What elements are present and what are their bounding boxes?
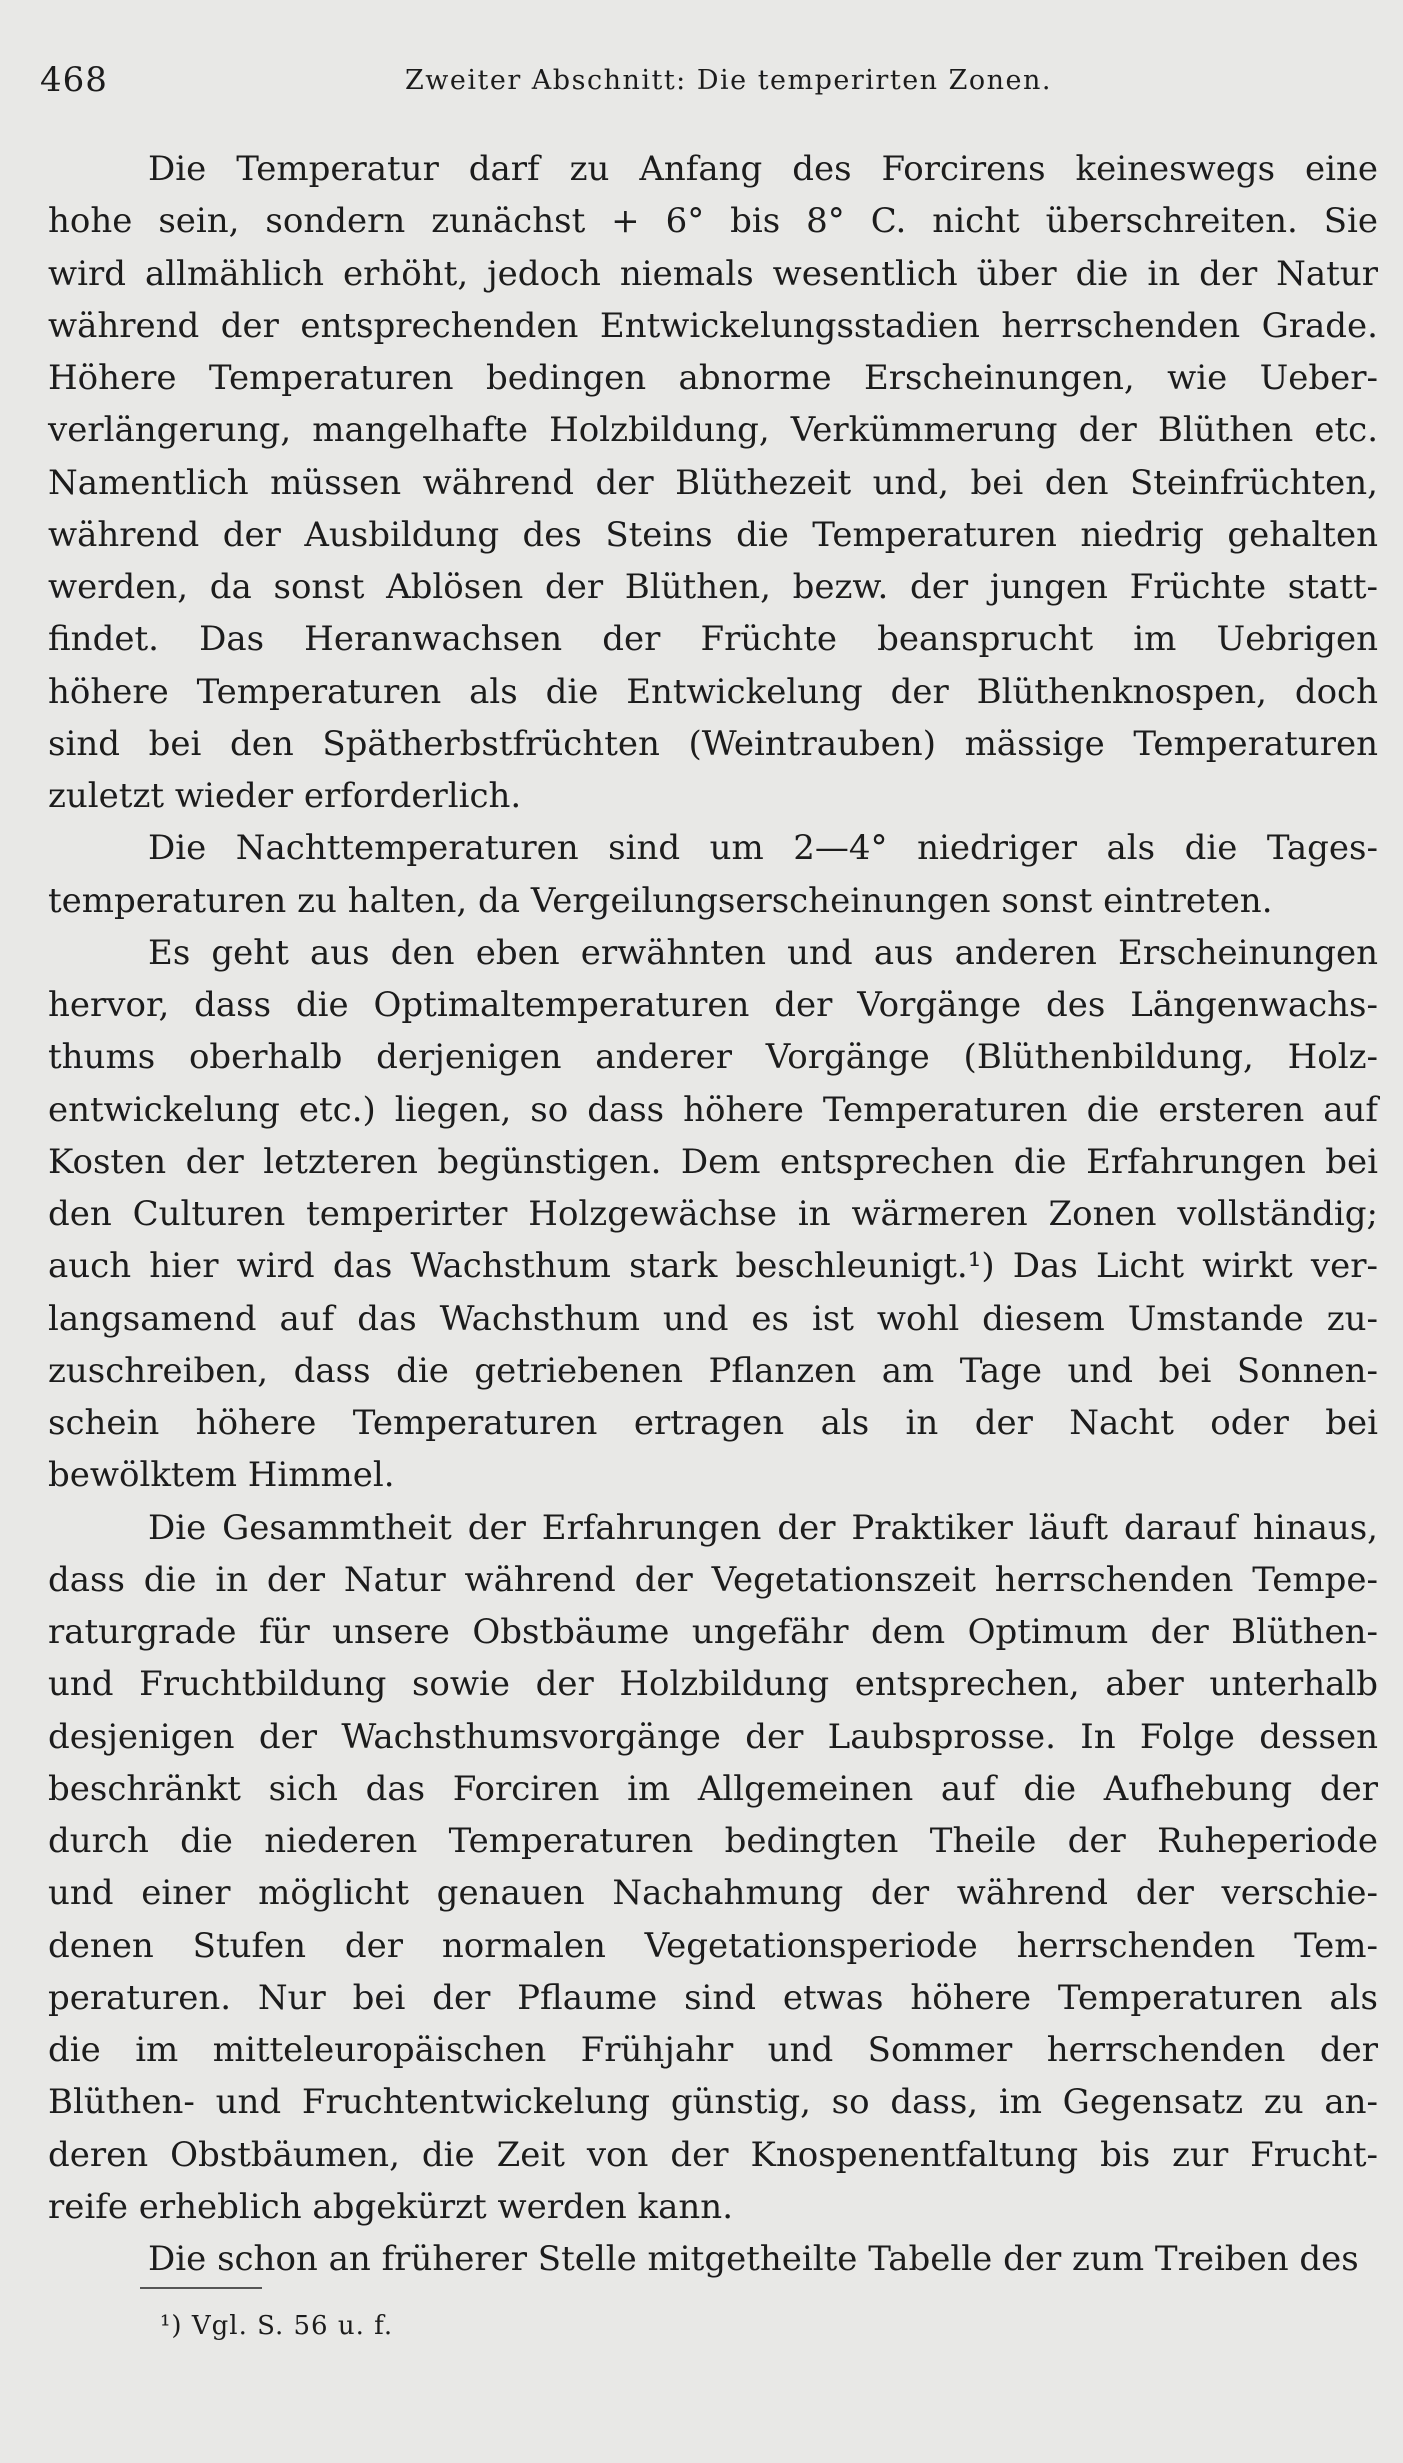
text-line: Blüthen- und Fruchtentwickelung günstig, so dass, im Gegensatz zu an- (48, 2082, 1378, 2123)
text-line: Kosten der letzteren begünstigen. Dem entsprechen die Erfahrungen bei (48, 1141, 1378, 1182)
text-line: reife erheblich abgekürzt werden kann. (48, 2186, 734, 2227)
text-line: die im mitteleuropäischen Frühjahr und Sommer herrschenden der (48, 2030, 1378, 2070)
text-line: Höhere Temperaturen bedingen abnorme Erscheinungen, wie Ueber- (48, 358, 1378, 398)
text-line: thums oberhalb derjenigen anderer Vorgänge (Blüthenbildung, Holz- (48, 1037, 1378, 1078)
paragraph (48, 2233, 1378, 2285)
text-line: zuschreiben, dass die getriebenen Pflanzen am Tage und bei Sonnen- (48, 1350, 1378, 1391)
text-line: verlängerung, mangelhafte Holzbildung, Verkümmerung der Blüthen etc. (48, 410, 1378, 451)
text-line: auch hier wird das Wachsthum stark beschleunigt.¹) Das Licht wirkt ver- (48, 1246, 1378, 1287)
text-line: Die Temperatur darf zu Anfang des Forcirens keineswegs eine (148, 149, 1378, 189)
footnote: ¹) Vgl. S. 56 u. f. (160, 2311, 394, 2341)
text-line: dass die in der Natur während der Vegetationszeit herrschenden Tempe- (48, 1559, 1378, 1600)
text-line: raturgrade für unsere Obstbäume ungefähr dem Optimum der Blüthen- (48, 1612, 1378, 1652)
text-line: hohe sein, sondern zunächst + 6° bis 8° C. nicht überschreiten. Sie (48, 201, 1378, 242)
text-line: findet. Das Heranwachsen der Früchte beansprucht im Uebrigen (48, 619, 1378, 660)
text-line: und Fruchtbildung sowie der Holzbildung entsprechen, aber unterhalb (48, 1664, 1378, 1705)
text-line: Die schon an früherer Stelle mitgetheilte Tabelle der zum Treiben des (148, 2239, 1359, 2279)
text-line: peraturen. Nur bei der Pflaume sind etwas höhere Temperaturen als (48, 1977, 1378, 2018)
running-title: Zweiter Abschnitt: Die temperirten Zonen. (405, 65, 1052, 96)
text-line: durch die niederen Temperaturen bedingten Theile der Ruheperiode (48, 1821, 1378, 1861)
paragraph (48, 927, 1378, 1502)
text-line: höhere Temperaturen als die Entwickelung der Blüthenknospen, doch (48, 671, 1378, 712)
paragraph (48, 1502, 1378, 2234)
text-line: entwickelung etc.) liegen, so dass höhere Temperaturen die ersteren auf (48, 1089, 1378, 1130)
text-line: und einer möglicht genauen Nachahmung der während der verschie- (48, 1873, 1378, 1914)
text-line: wird allmählich erhöht, jedoch niemals wesentlich über die in der Natur (48, 253, 1378, 294)
text-line: beschränkt sich das Forciren im Allgemeinen auf die Aufhebung der (48, 1768, 1378, 1809)
text-line: bewölktem Himmel. (48, 1455, 395, 1496)
text-line: temperaturen zu halten, da Vergeilungserscheinungen sonst eintreten. (48, 880, 1273, 921)
text-line: hervor, dass die Optimaltemperaturen der Vorgänge des Längenwachs- (48, 985, 1378, 1025)
text-line: schein höhere Temperaturen ertragen als in der Nacht oder bei (48, 1403, 1378, 1443)
text-line: Namentlich müssen während der Blüthezeit und, bei den Steinfrüchten, (48, 462, 1378, 503)
text-line: sind bei den Spätherbstfrüchten (Weintrauben) mässige Temperaturen (48, 723, 1378, 764)
paragraph (48, 822, 1378, 927)
paragraph (48, 143, 1378, 822)
text-line: desjenigen der Wachsthumsvorgänge der Laubsprosse. In Folge dessen (48, 1716, 1378, 1757)
text-line: denen Stufen der normalen Vegetationsperiode herrschenden Tem- (48, 1925, 1378, 1966)
text-line: Es geht aus den eben erwähnten und aus anderen Erscheinungen (148, 932, 1378, 973)
text-line: werden, da sonst Ablösen der Blüthen, bezw. der jungen Früchte statt- (48, 567, 1378, 607)
text-line: deren Obstbäumen, die Zeit von der Knospenentfaltung bis zur Frucht- (48, 2134, 1378, 2175)
page-header (40, 60, 1380, 100)
text-line: langsamend auf das Wachsthum und es ist wohl diesem Umstande zu- (48, 1298, 1378, 1339)
text-line: den Culturen temperirter Holzgewächse in wärmeren Zonen vollständig; (48, 1194, 1378, 1234)
body-text (48, 143, 1378, 2285)
footnote-divider (140, 2287, 262, 2289)
text-line: während der Ausbildung des Steins die Temperaturen niedrig gehalten (48, 514, 1378, 555)
page-number: 468 (40, 60, 108, 100)
text-line: Die Gesammtheit der Erfahrungen der Praktiker läuft darauf hinaus, (148, 1507, 1378, 1548)
text-line: zuletzt wieder erforderlich. (48, 776, 522, 816)
text-line: während der entsprechenden Entwickelungsstadien herrschenden Grade. (48, 305, 1378, 346)
text-line: Die Nachttemperaturen sind um 2—4° niedriger als die Tages- (148, 828, 1378, 869)
